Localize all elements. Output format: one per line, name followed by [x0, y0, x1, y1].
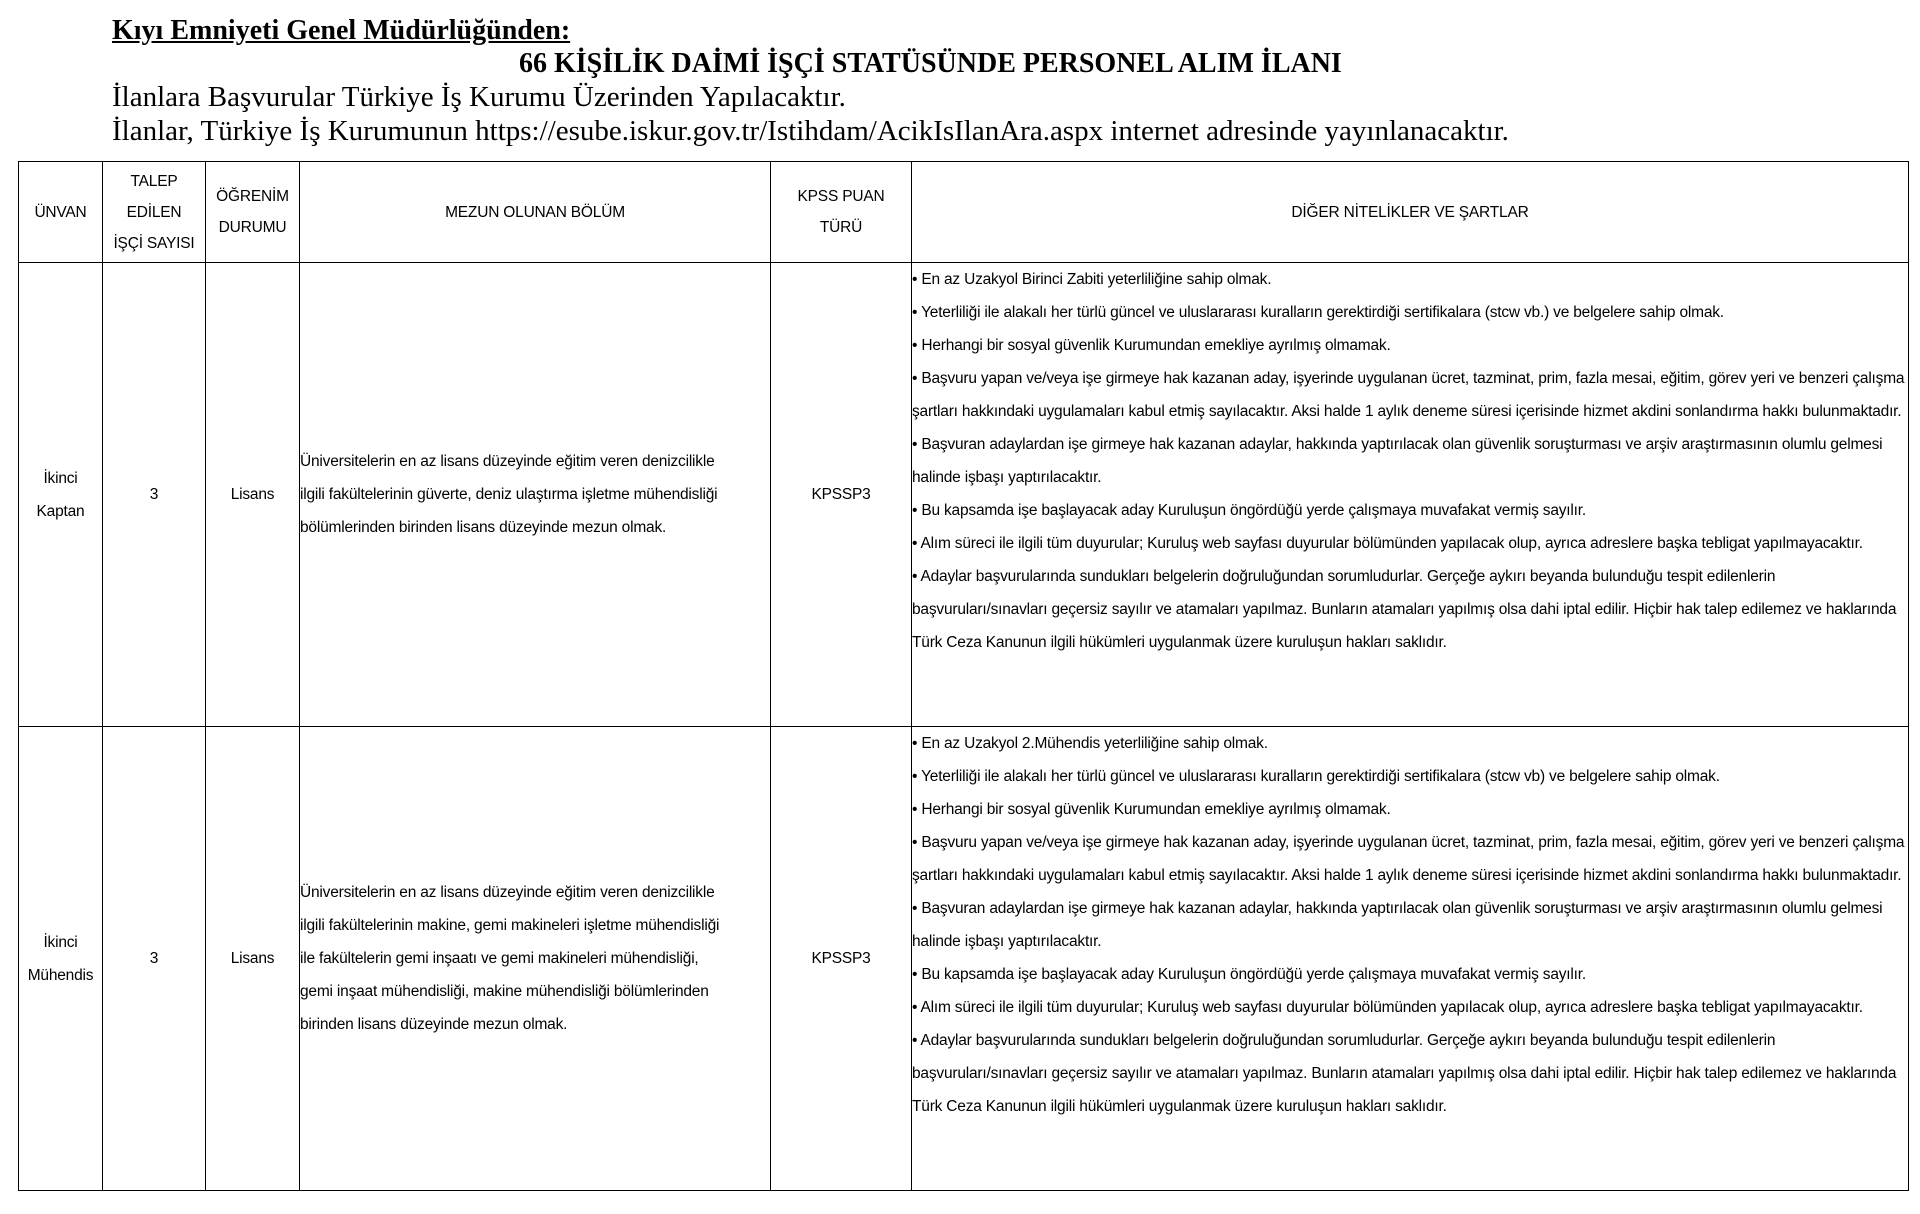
list-item: • Başvuran adaylardan işe girmeye hak kazanan adaylar, hakkında yaptırılacak olan güvenlik soruşturması ve arşiv araştırmasının olumlu gelmesi halinde işbaşı yaptırılacaktır. [912, 428, 1908, 494]
table-header-row [19, 162, 1909, 263]
list-item: • Başvuran adaylardan işe girmeye hak kazanan adaylar, hakkında yaptırılacak olan güvenlik soruşturması ve arşiv araştırmasının olumlu gelmesi halinde işbaşı yaptırılacaktır. [912, 892, 1908, 958]
requirements-cell [912, 263, 1909, 727]
department-line: Üniversitelerin en az lisans düzeyinde eğitim veren denizcilikle [300, 884, 715, 901]
list-item: • Yeterliliği ile alakalı her türlü güncel ve uluslararası kuralların gerektirdiği sertifikalara (stcw vb.) ve belgelere sahip olmak. [912, 296, 1908, 329]
position-title-line-2: Mühendis [27, 966, 94, 984]
column-header-requested-count-line-3: İŞÇİ SAYISI [113, 234, 195, 252]
requirements-list [912, 727, 1908, 1123]
list-item: • Başvuru yapan ve/veya işe girmeye hak kazanan aday, işyerinde uygulanan ücret, tazminat, prim, fazla mesai, eğitim, görev yeri ve benzeri çalışma şartları hakkındaki uygulamaları kabul etmiş sayılacaktır. Aksi halde 1 aylık deneme süresi içerisinde hizmet akdini sonlandırma hakkı bulunmaktadır. [912, 826, 1908, 892]
list-item: • En az Uzakyol Birinci Zabiti yeterliliğine sahip olmak. [912, 263, 1908, 296]
column-header-title-label: ÜNVAN [34, 203, 87, 221]
list-item: • Alım süreci ile ilgili tüm duyurular; Kuruluş web sayfası duyurular bölümünden yapılacak olup, ayrıca adreslere başka tebligat yapılmayacaktır. [912, 527, 1908, 560]
list-item: • Bu kapsamda işe başlayacak aday Kuruluşun öngördüğü yerde çalışmaya muvafakat vermiş sayılır. [912, 958, 1908, 991]
requirements-cell [912, 727, 1909, 1191]
education-cell: Lisans [206, 263, 300, 727]
list-item: • Başvuru yapan ve/veya işe girmeye hak kazanan aday, işyerinde uygulanan ücret, tazminat, prim, fazla mesai, eğitim, görev yeri ve benzeri çalışma şartları hakkındaki uygulamaları kabul etmiş sayılacaktır. Aksi halde 1 aylık deneme süresi içerisinde hizmet akdini sonlandırma hakkı bulunmaktadır. [912, 362, 1908, 428]
column-header-title [19, 162, 103, 263]
column-header-department-label: MEZUN OLUNAN BÖLÜM [445, 203, 625, 221]
table-row [19, 727, 1909, 1191]
kpss-type-cell: KPSSP3 [771, 263, 912, 727]
column-header-education-line-1: ÖĞRENİM [216, 188, 289, 205]
list-item: • Adaylar başvurularında sundukları belgelerin doğruluğundan sorumludurlar. Gerçeğe aykırı beyanda bulunduğu tespit edilenlerin başvuruları/sınavları geçersiz sayılır ve atamaları yapılmaz. Bunların atamaları yapılmış olsa dahi iptal edilir. Hiçbir hak talep edilemez ve haklarında Türk Ceza Kanunun ilgili hükümleri uygulanmak üzere kuruluşun hakları saklıdır. [912, 560, 1908, 659]
announcement-title: 66 KİŞİLİK DAİMİ İŞÇİ STATÜSÜNDE PERSONEL ALIM İLANI [519, 48, 1342, 79]
column-header-education-line-2: DURUMU [218, 219, 287, 236]
column-header-other-requirements-label: DİĞER NİTELİKLER VE ŞARTLAR [1291, 203, 1529, 221]
list-item: • Bu kapsamda işe başlayacak aday Kuruluşun öngördüğü yerde çalışmaya muvafakat vermiş sayılır. [912, 494, 1908, 527]
column-header-other-requirements [912, 162, 1909, 263]
job-postings-table [18, 161, 1909, 1191]
kpss-type-cell: KPSSP3 [771, 727, 912, 1191]
column-header-kpss-type-line-1: KPSS PUAN [797, 188, 885, 205]
requested-count-cell: 3 [103, 727, 206, 1191]
publication-info-line: İlanlar, Türkiye İş Kurumunun https://esube.iskur.gov.tr/Istihdam/AcikIsIlanAra.aspx internet adresinde yayınlanacaktır. [112, 115, 1509, 147]
table-row [19, 263, 1909, 727]
column-header-requested-count-line-1: TALEP [130, 172, 178, 190]
department-cell [300, 263, 771, 727]
department-line: birinden lisans düzeyinde mezun olmak. [300, 1016, 568, 1033]
department-line: bölümlerinden birinden lisans düzeyinde mezun olmak. [300, 519, 667, 536]
list-item: • Herhangi bir sosyal güvenlik Kurumundan emekliye ayrılmış olmamak. [912, 329, 1908, 362]
position-title-line-2: Kaptan [36, 502, 85, 520]
list-item: • En az Uzakyol 2.Mühendis yeterliliğine sahip olmak. [912, 727, 1908, 760]
requested-count-cell: 3 [103, 263, 206, 727]
position-title-line-1: İkinci [43, 469, 78, 487]
column-header-kpss-type-line-2: TÜRÜ [819, 219, 863, 236]
column-header-kpss-type [771, 162, 912, 263]
list-item: • Herhangi bir sosyal güvenlik Kurumundan emekliye ayrılmış olmamak. [912, 793, 1908, 826]
department-line: gemi inşaat mühendisliği, makine mühendisliği bölümlerinden [300, 983, 709, 1000]
column-header-education [206, 162, 300, 263]
application-info-line: İlanlara Başvurular Türkiye İş Kurumu Üzerinden Yapılacaktır. [112, 81, 846, 113]
list-item: • Yeterliliği ile alakalı her türlü güncel ve uluslararası kuralların gerektirdiği sertifikalara (stcw vb) ve belgelere sahip olmak. [912, 760, 1908, 793]
department-line: ile fakültelerin gemi inşaatı ve gemi makineleri mühendisliği, [300, 950, 699, 967]
department-line: Üniversitelerin en az lisans düzeyinde eğitim veren denizcilikle [300, 453, 715, 470]
list-item: • Alım süreci ile ilgili tüm duyurular; Kuruluş web sayfası duyurular bölümünden yapılacak olup, ayrıca adreslere başka tebligat yapılmayacaktır. [912, 991, 1908, 1024]
column-header-requested-count [103, 162, 206, 263]
department-line: ilgili fakültelerinin güverte, deniz ulaştırma işletme mühendisliği [300, 486, 718, 503]
position-title-cell [19, 727, 103, 1191]
education-cell: Lisans [206, 727, 300, 1191]
requirements-list [912, 263, 1908, 659]
department-cell [300, 727, 771, 1191]
column-header-requested-count-line-2: EDİLEN [126, 203, 182, 221]
position-title-line-1: İkinci [43, 933, 78, 951]
list-item: • Adaylar başvurularında sundukları belgelerin doğruluğundan sorumludurlar. Gerçeğe aykırı beyanda bulunduğu tespit edilenlerin başvuruları/sınavları geçersiz sayılır ve atamaları yapılmaz. Bunların atamaları yapılmış olsa dahi iptal edilir. Hiçbir hak talep edilemez ve haklarında Türk Ceza Kanunun ilgili hükümleri uygulanmak üzere kuruluşun hakları saklıdır. [912, 1024, 1908, 1123]
announcement-header [112, 14, 1902, 148]
column-header-department [300, 162, 771, 263]
department-line: ilgili fakültelerinin makine, gemi makineleri işletme mühendisliği [300, 917, 720, 934]
position-title-cell [19, 263, 103, 727]
issuing-organization: Kıyı Emniyeti Genel Müdürlüğünden: [112, 15, 571, 46]
